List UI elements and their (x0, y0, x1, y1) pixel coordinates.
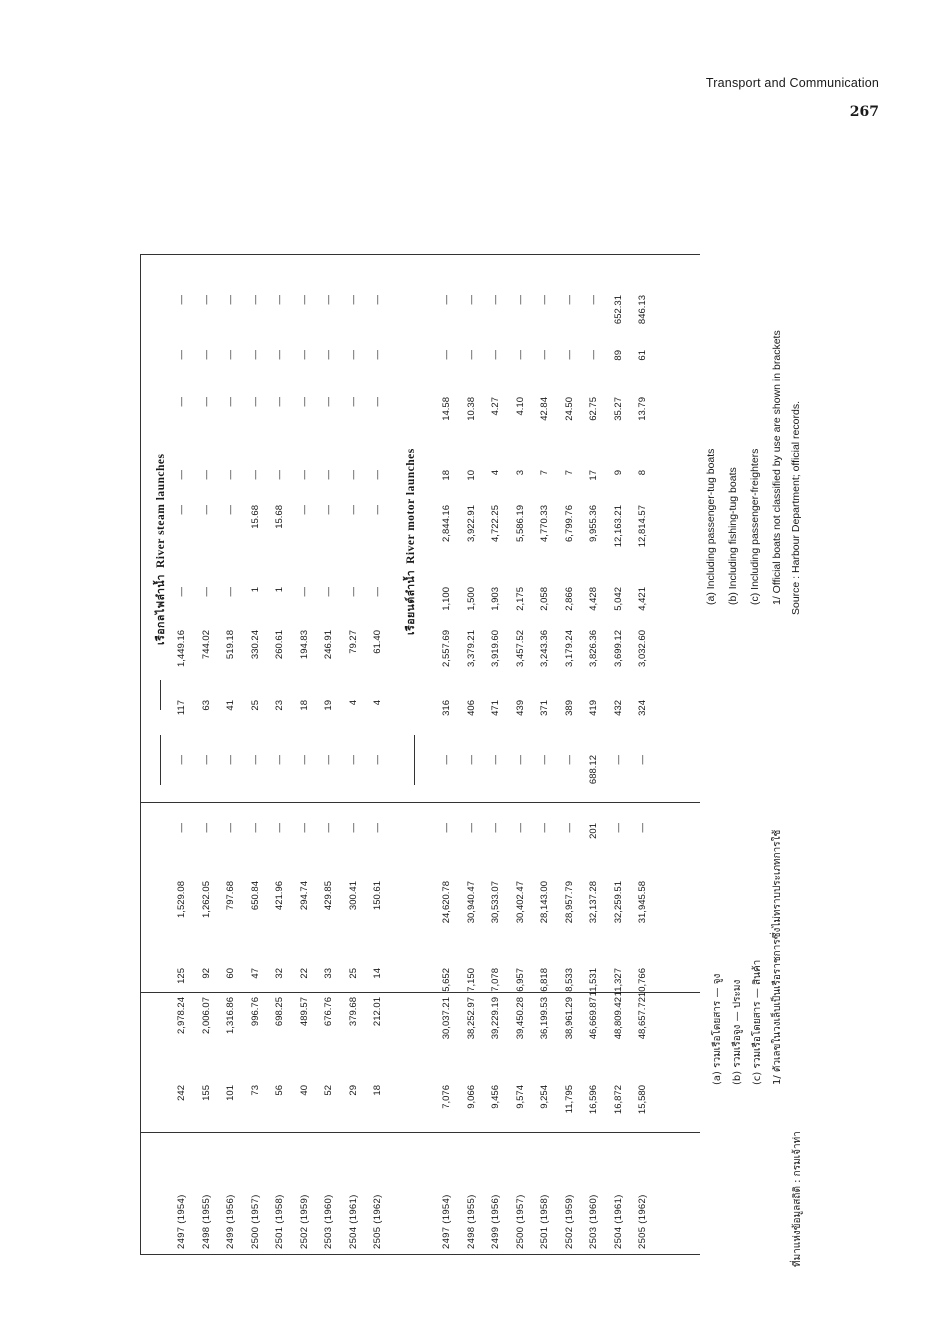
table-cell: 13.79 (637, 397, 648, 421)
table-cell: 4 (372, 700, 383, 706)
table-cell: 39,229.19 (490, 997, 501, 1040)
footnote-thai: (c) รวมเรือโดยสาร — สินค้า (752, 959, 763, 1085)
table-cell: 24,620.78 (441, 881, 452, 924)
table-cell: 62.75 (588, 397, 599, 421)
table-rule (160, 735, 161, 785)
table-cell: — (637, 755, 648, 765)
row-year: 2498 (1955) (465, 1194, 477, 1249)
table-cell: 688.12 (588, 755, 599, 785)
table-cell: 996.76 (249, 997, 261, 1027)
table-cell: — (372, 397, 383, 407)
table-cell: — (200, 295, 212, 305)
table-cell: — (200, 823, 212, 833)
table-cell: — (200, 755, 212, 765)
table-cell: — (514, 755, 526, 765)
footnote-english: (b) Including fishing-tug boats (727, 467, 739, 605)
table-cell: 6,818 (539, 968, 550, 992)
table-cell: — (176, 295, 187, 305)
row-year: 2502 (1959) (298, 1194, 310, 1249)
running-header: Transport and Communication (705, 76, 879, 90)
table-cell: — (347, 755, 359, 765)
table-cell: 23 (274, 700, 285, 711)
table-cell: 7 (563, 470, 575, 476)
footnote-english: (c) Including passenger-freighters (749, 448, 761, 605)
table-cell: 117 (176, 700, 187, 716)
table-cell: — (200, 397, 212, 407)
table-cell: — (490, 755, 501, 765)
table-cell: 3,379.21 (465, 630, 477, 667)
table-cell: — (372, 823, 383, 833)
table-cell: 29 (347, 1085, 359, 1096)
table-cell: — (274, 470, 285, 480)
table-cell: 3,919.60 (490, 630, 501, 667)
row-year: 2500 (1957) (249, 1194, 261, 1249)
table-cell: — (612, 755, 624, 765)
table-cell: — (225, 755, 236, 765)
table-cell: — (249, 823, 261, 833)
table-cell: — (323, 350, 334, 360)
table-cell: 52 (323, 1085, 334, 1096)
table-cell: — (323, 587, 334, 597)
table-cell: — (249, 755, 261, 765)
table-cell: — (347, 505, 359, 515)
table-cell: 47 (249, 968, 261, 979)
table-cell: 73 (249, 1085, 261, 1096)
table-cell: — (225, 295, 236, 305)
table-cell: 652.31 (612, 295, 624, 325)
footnote-thai: (b) รวมเรือจูง — ประมง (732, 979, 743, 1085)
table-cell: 61.40 (372, 630, 383, 654)
table-cell: — (372, 587, 383, 597)
table-cell: — (274, 755, 285, 765)
table-rule (160, 680, 161, 710)
row-year: 2500 (1957) (514, 1194, 526, 1249)
table-cell: 3,032.60 (637, 630, 648, 667)
row-year: 2501 (1958) (274, 1194, 285, 1249)
table-cell: 1 (249, 587, 261, 593)
table-cell: — (274, 295, 285, 305)
table-cell: — (274, 350, 285, 360)
table-cell: 4,770.33 (539, 505, 550, 542)
table-cell: 15.68 (249, 505, 261, 529)
table-cell: — (249, 397, 261, 407)
table-cell: 212.01 (372, 997, 383, 1027)
table-cell: 38,252.97 (465, 997, 477, 1040)
table-cell: 125 (176, 968, 187, 984)
table-cell: 294.74 (298, 881, 310, 911)
table-cell: 744.02 (200, 630, 212, 660)
footnote-english: 1/ Official boats not classified by use are shown in brackets (771, 330, 783, 605)
table-cell: 11,327 (612, 968, 624, 997)
table-cell: 32 (274, 968, 285, 979)
table-cell: — (347, 295, 359, 305)
table-cell: 79.27 (347, 630, 359, 654)
table-cell: — (539, 350, 550, 360)
table-cell: 2,006.07 (200, 997, 212, 1034)
table-cell: 30,402.47 (514, 881, 526, 924)
table-cell: 2,175 (514, 587, 526, 611)
table-cell: 471 (490, 700, 501, 716)
table-cell: — (441, 823, 452, 833)
table-cell: 7 (539, 470, 550, 476)
table-cell: — (539, 295, 550, 305)
rotated-table-page (140, 15, 900, 1267)
table-cell: 15.68 (274, 505, 285, 529)
table-cell: — (490, 350, 501, 360)
table-cell: 3,457.52 (514, 630, 526, 667)
table-cell: 2,866 (563, 587, 575, 611)
table-cell: 18 (372, 1085, 383, 1096)
table-cell: — (225, 397, 236, 407)
table-cell: — (347, 350, 359, 360)
table-cell: 519.18 (225, 630, 236, 660)
steam-title-thai: เรือกลไฟลำน้ำ (155, 574, 167, 645)
table-rule (140, 255, 141, 1255)
table-cell: — (176, 350, 187, 360)
table-cell: 48,809.42 (612, 997, 624, 1040)
table-cell: — (249, 295, 261, 305)
table-cell: — (637, 823, 648, 833)
table-cell: 489.57 (298, 997, 310, 1027)
table-cell: — (465, 755, 477, 765)
table-cell: 3,922.91 (465, 505, 477, 542)
table-cell: 5,652 (441, 968, 452, 992)
table-cell: 12,814.57 (637, 505, 648, 548)
table-cell: — (225, 587, 236, 597)
table-cell: 36,199.53 (539, 997, 550, 1040)
table-cell: 406 (465, 700, 477, 716)
table-cell: — (372, 505, 383, 515)
motor-section-title (402, 448, 419, 635)
table-cell: 419 (588, 700, 599, 716)
table-cell: — (298, 470, 310, 480)
table-cell: 48,657.72 (637, 997, 648, 1040)
table-cell: 10,766 (637, 968, 648, 998)
table-cell: 429.85 (323, 881, 334, 911)
table-cell: — (176, 397, 187, 407)
footnote-thai: ที่มาแห่งข้อมูลสถิติ : กรมเจ้าท่า (792, 1131, 803, 1267)
motor-title-english: River motor launches (405, 448, 417, 564)
table-cell: 4.10 (514, 397, 526, 416)
table-cell: — (441, 755, 452, 765)
row-year: 2503 (1960) (588, 1194, 599, 1249)
table-cell: 28,143.00 (539, 881, 550, 924)
table-cell: 330.24 (249, 630, 261, 660)
footnote-thai: (a) รวมเรือโดยสาร — จูง (712, 973, 723, 1085)
statistics-table (140, 15, 900, 1267)
table-cell: 5,042 (612, 587, 624, 611)
table-cell: 3 (514, 470, 526, 476)
table-cell: — (563, 350, 575, 360)
table-cell: 5,586.19 (514, 505, 526, 542)
table-cell: 676.76 (323, 997, 334, 1027)
table-cell: 32,137.28 (588, 881, 599, 924)
table-cell: — (323, 295, 334, 305)
table-cell: 8,533 (563, 968, 575, 992)
table-cell: — (323, 505, 334, 515)
table-cell: 1,529.08 (176, 881, 187, 918)
table-cell: 46,669.87 (588, 997, 599, 1040)
row-year: 2504 (1961) (347, 1194, 359, 1249)
table-cell: — (298, 397, 310, 407)
table-cell: 9,574 (514, 1085, 526, 1109)
row-year: 2499 (1956) (225, 1194, 236, 1249)
table-cell: 1,903 (490, 587, 501, 611)
table-cell: — (249, 470, 261, 480)
table-cell: — (539, 755, 550, 765)
table-cell: 846.13 (637, 295, 648, 325)
table-cell: 7,078 (490, 968, 501, 992)
row-year: 2497 (1954) (441, 1194, 452, 1249)
table-cell: — (298, 505, 310, 515)
table-cell: 63 (200, 700, 212, 711)
table-cell: 60 (225, 968, 236, 979)
table-cell: 2,844.16 (441, 505, 452, 542)
table-cell: — (347, 470, 359, 480)
table-cell: 89 (612, 350, 624, 361)
table-cell: — (465, 295, 477, 305)
table-cell: 101 (225, 1085, 236, 1101)
table-cell: 92 (200, 968, 212, 979)
table-cell: — (514, 823, 526, 833)
table-cell: 2,557.69 (441, 630, 452, 667)
table-cell: 30,533.07 (490, 881, 501, 924)
table-cell: 4,421 (637, 587, 648, 611)
table-cell: 32,259.51 (612, 881, 624, 924)
steam-section-title (152, 453, 169, 645)
table-cell: — (298, 755, 310, 765)
table-cell: 10 (465, 470, 477, 481)
table-cell: — (514, 295, 526, 305)
table-cell: — (323, 470, 334, 480)
table-cell: 35.27 (612, 397, 624, 421)
table-cell: — (274, 823, 285, 833)
table-cell: — (200, 587, 212, 597)
table-cell: 2,058 (539, 587, 550, 611)
table-cell: 3,699.12 (612, 630, 624, 667)
table-cell: 31,945.58 (637, 881, 648, 924)
source-note: Source : Harbour Department; official records. (790, 401, 802, 615)
table-cell: — (347, 823, 359, 833)
table-cell: 4,428 (588, 587, 599, 611)
table-cell: 11,795 (563, 1085, 575, 1114)
row-year: 2502 (1959) (563, 1194, 575, 1249)
table-cell: 39,450.28 (514, 997, 526, 1040)
table-cell: — (298, 350, 310, 360)
table-cell: 389 (563, 700, 575, 716)
table-cell: 3,179.24 (563, 630, 575, 667)
footnote-thai: 1/ ตัวเลขในวงเล็บเป็นเรือราชการซึ่งไม่ทราบประเภทการใช้ (772, 829, 783, 1085)
table-cell: 421.96 (274, 881, 285, 911)
table-cell: — (441, 295, 452, 305)
table-cell: 16,872 (612, 1085, 624, 1115)
motor-title-thai: เรือยนต์ลำน้ำ (405, 569, 417, 635)
table-cell: — (490, 295, 501, 305)
table-cell: — (200, 470, 212, 480)
table-cell: 18 (298, 700, 310, 711)
table-cell: 4 (347, 700, 359, 706)
table-cell: 24.50 (563, 397, 575, 421)
table-cell: — (323, 397, 334, 407)
row-year: 2501 (1958) (539, 1194, 550, 1249)
table-cell: 9 (612, 470, 624, 476)
table-cell: 10.38 (465, 397, 477, 421)
table-cell: — (372, 295, 383, 305)
table-cell: — (612, 823, 624, 833)
table-cell: — (274, 397, 285, 407)
row-year: 2497 (1954) (176, 1194, 187, 1249)
table-cell: 4,722.25 (490, 505, 501, 542)
row-year: 2505 (1962) (637, 1194, 648, 1249)
table-cell: 316 (441, 700, 452, 716)
table-cell: 61 (637, 350, 648, 361)
table-cell: — (323, 755, 334, 765)
table-cell: 22 (298, 968, 310, 979)
table-cell: 2,978.24 (176, 997, 187, 1034)
table-cell: 16,596 (588, 1085, 599, 1115)
row-year: 2505 (1962) (372, 1194, 383, 1249)
table-cell: — (465, 350, 477, 360)
table-cell: 7,076 (441, 1085, 452, 1109)
table-cell: 56 (274, 1085, 285, 1096)
table-cell: — (225, 350, 236, 360)
table-cell: — (490, 823, 501, 833)
table-cell: — (441, 350, 452, 360)
table-cell: 3,243.36 (539, 630, 550, 667)
table-cell: — (298, 587, 310, 597)
table-cell: 300.41 (347, 881, 359, 911)
column-rule (140, 254, 700, 255)
table-cell: 19 (323, 700, 334, 711)
table-cell: 6,957 (514, 968, 526, 992)
table-cell: 25 (347, 968, 359, 979)
table-cell: 4.27 (490, 397, 501, 416)
footnote-english: (a) Including passenger-tug boats (705, 448, 717, 605)
table-cell: 650.84 (249, 881, 261, 911)
table-cell: 324 (637, 700, 648, 716)
table-cell: 41 (225, 700, 236, 711)
table-cell: 25 (249, 700, 261, 711)
table-cell: 28,957.79 (563, 881, 575, 924)
table-cell: — (298, 823, 310, 833)
page-number: 267 (849, 104, 879, 120)
table-cell: 40 (298, 1085, 310, 1096)
table-cell: 3,826.36 (588, 630, 599, 667)
steam-title-english: River steam launches (155, 453, 167, 569)
row-year: 2498 (1955) (200, 1194, 212, 1249)
table-rule (414, 735, 415, 785)
table-cell: 33 (323, 968, 334, 979)
table-cell: — (176, 755, 187, 765)
row-year: 2503 (1960) (323, 1194, 334, 1249)
table-cell: — (347, 587, 359, 597)
table-cell: 797.68 (225, 881, 236, 911)
column-rule (140, 1254, 700, 1255)
table-cell: 12,163.21 (612, 505, 624, 548)
table-cell: 6,799.76 (563, 505, 575, 542)
table-cell: — (372, 470, 383, 480)
table-cell: — (588, 295, 599, 305)
table-cell: 30,037.21 (441, 997, 452, 1040)
table-cell: 432 (612, 700, 624, 716)
table-cell: — (200, 350, 212, 360)
row-year: 2499 (1956) (490, 1194, 501, 1249)
table-cell: 150.61 (372, 881, 383, 911)
table-cell: 371 (539, 700, 550, 716)
table-cell: 15,580 (637, 1085, 648, 1115)
table-cell: 18 (441, 470, 452, 481)
table-cell: 379.68 (347, 997, 359, 1027)
table-cell: 1,500 (465, 587, 477, 611)
table-cell: 698.25 (274, 997, 285, 1027)
table-cell: — (372, 350, 383, 360)
table-cell: 1,316.86 (225, 997, 236, 1034)
table-cell: 242 (176, 1085, 187, 1101)
table-cell: 9,254 (539, 1085, 550, 1109)
table-cell: 1 (274, 587, 285, 593)
table-cell: 14.58 (441, 397, 452, 421)
table-cell: — (225, 505, 236, 515)
table-cell: — (588, 350, 599, 360)
table-cell: — (323, 823, 334, 833)
table-cell: — (298, 295, 310, 305)
table-cell: — (347, 397, 359, 407)
table-cell: — (563, 295, 575, 305)
table-cell: — (465, 823, 477, 833)
table-cell: 1,100 (441, 587, 452, 611)
table-cell: 194.83 (298, 630, 310, 660)
table-cell: 9,955.36 (588, 505, 599, 542)
table-cell: 155 (200, 1085, 212, 1101)
table-cell: — (225, 470, 236, 480)
table-cell: 4 (490, 470, 501, 476)
table-cell: 260.61 (274, 630, 285, 660)
table-cell: 9,066 (465, 1085, 477, 1109)
table-cell: 30,940.47 (465, 881, 477, 924)
table-cell: 17 (588, 470, 599, 481)
table-cell: 14 (372, 968, 383, 979)
table-cell: — (225, 823, 236, 833)
table-cell: — (563, 755, 575, 765)
table-cell: — (372, 755, 383, 765)
table-cell: 439 (514, 700, 526, 716)
table-cell: 7,150 (465, 968, 477, 992)
table-cell: — (176, 470, 187, 480)
table-cell: 201 (588, 823, 599, 839)
table-cell: 1,449.16 (176, 630, 187, 667)
table-cell: 1,262.05 (200, 881, 212, 918)
table-cell: 8 (637, 470, 648, 476)
table-cell: 42.84 (539, 397, 550, 421)
table-cell: — (563, 823, 575, 833)
row-year: 2504 (1961) (612, 1194, 624, 1249)
table-cell: 246.91 (323, 630, 334, 660)
table-cell: — (176, 587, 187, 597)
table-cell: — (514, 350, 526, 360)
table-cell: 9,456 (490, 1085, 501, 1109)
table-cell: — (176, 505, 187, 515)
table-cell: — (539, 823, 550, 833)
table-cell: — (176, 823, 187, 833)
table-cell: — (200, 505, 212, 515)
table-cell: 11,531 (588, 968, 599, 997)
table-cell: — (249, 350, 261, 360)
table-cell: 38,961.29 (563, 997, 575, 1040)
